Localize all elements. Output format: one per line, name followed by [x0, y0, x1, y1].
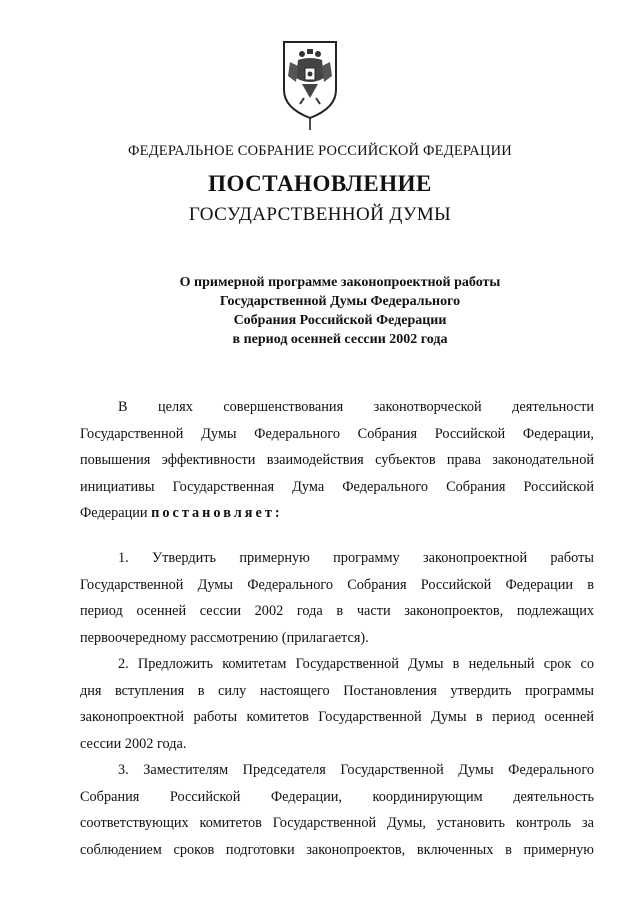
- text-line: сессии 2002 года.: [80, 735, 187, 752]
- document-title: ПОСТАНОВЛЕНИЕ: [208, 171, 432, 196]
- preamble-last-words: Федерации: [80, 505, 148, 521]
- document-subtitle: ГОСУДАРСТВЕННОЙ ДУМЫ: [188, 204, 452, 225]
- issuing-body: ФЕДЕРАЛЬНОЕ СОБРАНИЕ РОССИЙСКОЙ ФЕДЕРАЦИИ: [128, 143, 512, 159]
- text-line: В целях совершенствования законотворческой деятельности: [118, 399, 594, 415]
- item-3-paragraph: [80, 757, 594, 863]
- decree-word: постановляет:: [151, 505, 283, 521]
- heading-line: в период осенней сессии 2002 года: [232, 332, 448, 347]
- text-line: дня вступления в силу настоящего Постановления утвердить программы: [80, 682, 594, 699]
- text-line: соответствующих комитетов Государственной Думы, установить контроль за: [80, 815, 594, 831]
- text-line: 3. Заместителям Председателя Государственной Думы Федерального: [118, 762, 594, 778]
- text-line: [80, 500, 594, 527]
- text-line: законопроектной работы комитетов Государственной Думы в период осенней: [80, 709, 594, 725]
- heading-line: О примерной программе законопроектной работы: [179, 275, 501, 290]
- text-line: Государственной Думы Федерального Собрания Российской Федерации в: [80, 576, 594, 593]
- text-line: Государственной Думы Федерального Собрания Российской Федерации,: [80, 425, 594, 442]
- heading-line: Государственной Думы Федерального: [219, 294, 461, 309]
- text-line: период осенней сессии 2002 года в части законопроектов, подлежащих: [80, 603, 594, 619]
- preamble-paragraph: [80, 394, 594, 527]
- text-line: соблюдением сроков подготовки законопроектов, включенных в примерную: [80, 841, 594, 858]
- text-line: Собрания Российской Федерации, координирующим деятельность: [80, 788, 594, 805]
- heading-line: Собрания Российской Федерации: [233, 313, 447, 328]
- text-line: первоочередному рассмотрению (прилагается).: [80, 629, 369, 646]
- text-line: 2. Предложить комитетам Государственной Думы в недельный срок со: [118, 656, 594, 672]
- item-2-paragraph: [80, 651, 594, 757]
- coat-of-arms-emblem: [278, 38, 342, 134]
- text-line: 1. Утвердить примерную программу законопроектной работы: [118, 550, 594, 566]
- text-line: повышения эффективности взаимодействия субъектов права законодательной: [80, 452, 594, 468]
- item-1-paragraph: [80, 545, 594, 651]
- resolution-heading: [130, 273, 550, 349]
- text-line: инициативы Государственная Дума Федерального Собрания Российской: [80, 478, 594, 495]
